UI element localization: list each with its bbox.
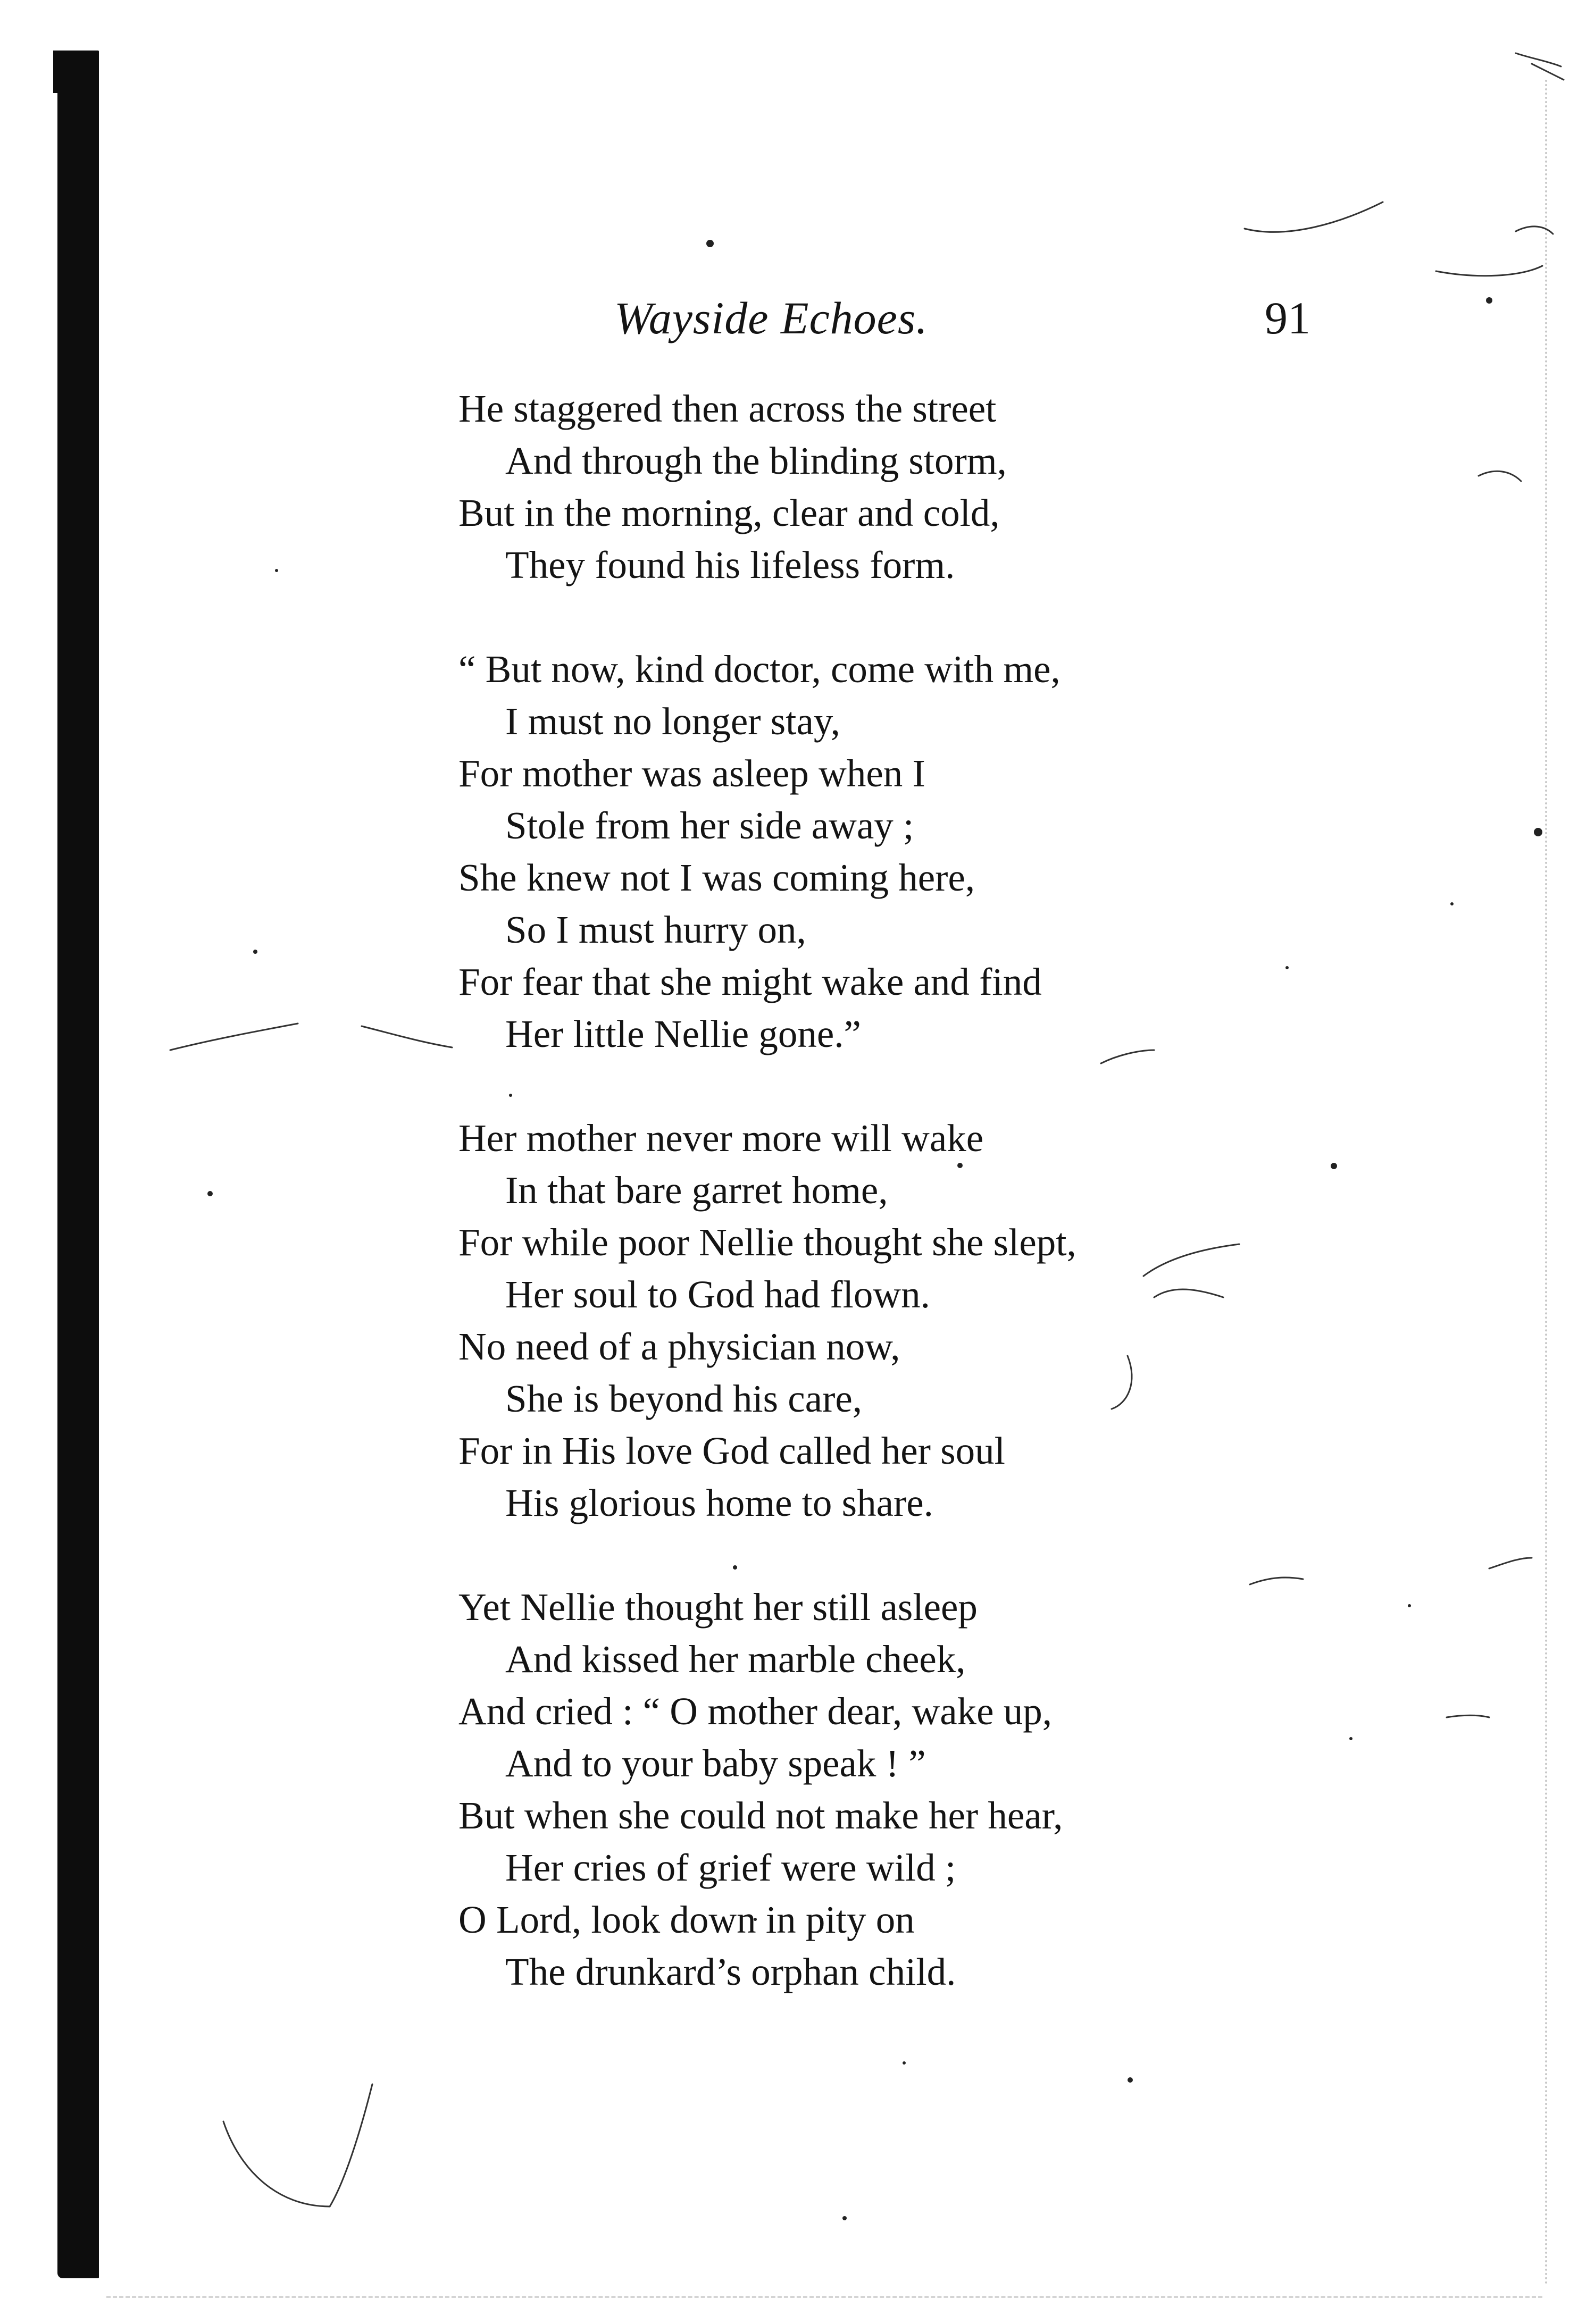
verse-line: And through the blinding storm, xyxy=(505,439,1007,482)
verse-line: And cried : “ O mother dear, wake up, xyxy=(458,1690,1052,1733)
verse-line: In that bare garret home, xyxy=(505,1169,888,1212)
verse-line: So I must hurry on, xyxy=(505,908,806,951)
verse-line: They found his lifeless form. xyxy=(505,543,955,586)
verse-line: No need of a physician now, xyxy=(458,1325,900,1368)
stanza xyxy=(458,383,1416,591)
poem xyxy=(458,383,1416,2050)
verse-line: He staggered then across the street xyxy=(458,387,997,430)
verse-line: The drunkard’s orphan child. xyxy=(505,1950,956,1993)
stanza xyxy=(458,1581,1416,1998)
verse-line: Yet Nellie thought her still asleep xyxy=(458,1585,978,1629)
verse-line: Her mother never more will wake xyxy=(458,1117,984,1160)
verse-line: For while poor Nellie thought she slept, xyxy=(458,1221,1076,1264)
verse-line: And to your baby speak ! ” xyxy=(505,1742,926,1785)
verse-line: For in His love God called her soul xyxy=(458,1429,1005,1472)
verse-line: Stole from her side away ; xyxy=(505,804,914,847)
verse-line: O Lord, look down in pity on xyxy=(458,1898,915,1941)
verse-line: But when she could not make her hear, xyxy=(458,1794,1063,1837)
verse-line: I must no longer stay, xyxy=(505,700,840,743)
verse-line: She knew not I was coming here, xyxy=(458,856,975,899)
running-title: Wayside Echoes. xyxy=(614,292,928,343)
verse-line: Her little Nellie gone.” xyxy=(505,1012,861,1055)
page-number: 91 xyxy=(1265,292,1310,343)
verse-line: She is beyond his care, xyxy=(505,1377,863,1420)
verse-line: For fear that she might wake and find xyxy=(458,960,1042,1003)
verse-line: For mother was asleep when I xyxy=(458,752,925,795)
verse-line: Her soul to God had flown. xyxy=(505,1273,930,1316)
verse-line: And kissed her marble cheek, xyxy=(505,1638,966,1681)
verse-line: But in the morning, clear and cold, xyxy=(458,491,1000,534)
stanza xyxy=(458,1112,1416,1529)
stanza xyxy=(458,643,1416,1060)
verse-line: Her cries of grief were wild ; xyxy=(505,1846,956,1889)
verse-line: “ But now, kind doctor, come with me, xyxy=(458,648,1061,691)
verse-line: His glorious home to share. xyxy=(505,1481,933,1524)
